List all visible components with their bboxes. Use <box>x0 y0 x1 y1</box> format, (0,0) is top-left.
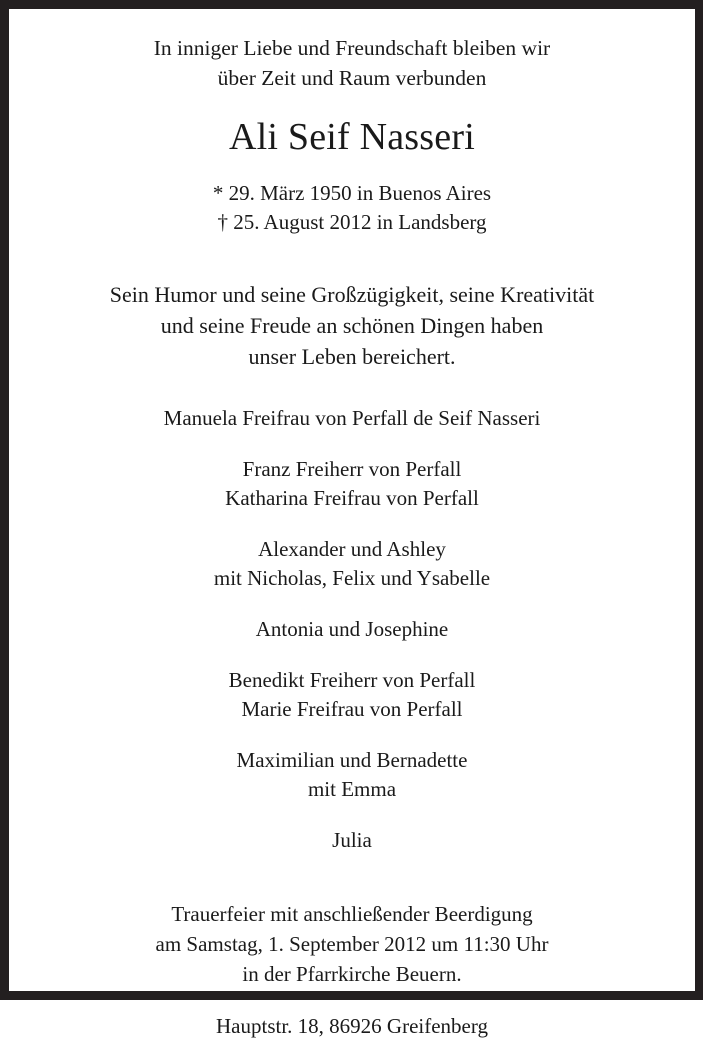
obituary-sheet <box>9 9 695 1038</box>
survivor-line: Manuela Freifrau von Perfall de Seif Nasseri <box>163 406 541 430</box>
service-line: in der Pfarrkirche Beuern. <box>242 962 462 986</box>
life-dates <box>9 179 695 237</box>
survivor-group <box>9 666 695 724</box>
survivor-group <box>9 404 695 433</box>
service-details <box>9 899 695 989</box>
service-line: am Samstag, 1. September 2012 um 11:30 Uhr <box>155 932 549 956</box>
survivor-line: mit Emma <box>307 777 397 801</box>
survivor-line: Alexander und Ashley <box>258 537 446 561</box>
tribute-line: Sein Humor und seine Großzügigkeit, seine Kreativität <box>109 282 595 307</box>
survivor-line: Maximilian und Bernadette <box>236 748 468 772</box>
survivor-group <box>9 746 695 804</box>
survivor-line: Benedikt Freiherr von Perfall <box>228 668 476 692</box>
tribute-text <box>9 279 695 372</box>
survivor-line: Marie Freifrau von Perfall <box>241 697 463 721</box>
service-address: Hauptstr. 18, 86926 Greifenberg <box>216 1014 488 1038</box>
survivor-group <box>9 615 695 644</box>
survivor-group <box>9 535 695 593</box>
intro-line: über Zeit und Raum verbunden <box>217 66 487 90</box>
survivor-group <box>9 455 695 513</box>
birth-date-line: * 29. März 1950 in Buenos Aires <box>212 181 492 205</box>
survivor-group <box>9 826 695 855</box>
deceased-name: Ali Seif Nasseri <box>229 116 475 158</box>
survivor-line: Julia <box>332 828 372 852</box>
intro-dedication <box>9 33 695 93</box>
tribute-line: unser Leben bereichert. <box>248 344 456 369</box>
intro-line: In inniger Liebe und Freundschaft bleiben wir <box>153 36 551 60</box>
service-line: Trauerfeier mit anschließender Beerdigung <box>171 902 533 926</box>
survivor-line: mit Nicholas, Felix und Ysabelle <box>213 566 491 590</box>
survivor-line: Katharina Freifrau von Perfall <box>225 486 479 510</box>
survivor-line: Franz Freiherr von Perfall <box>242 457 462 481</box>
tribute-line: und seine Freude an schönen Dingen haben <box>160 313 544 338</box>
death-date-line: † 25. August 2012 in Landsberg <box>217 210 487 234</box>
survivor-line: Antonia und Josephine <box>255 617 449 641</box>
